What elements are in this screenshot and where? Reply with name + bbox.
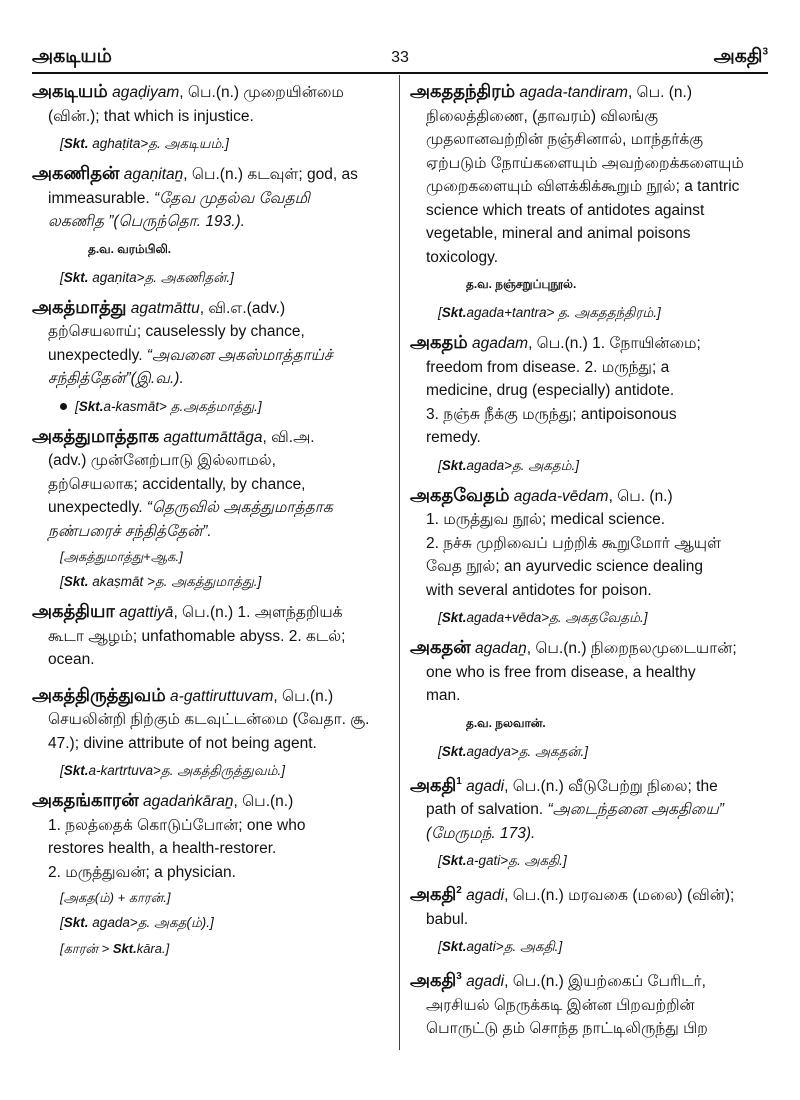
etymology: [Skt. agaṇita>த. அகணிதன்.]	[60, 269, 234, 285]
etymology: [Skt.a-kartrtuva>த. அகத்திருத்துவம்.]	[60, 763, 286, 778]
pure-tamil-word: த.வ. வரம்பிலி.	[88, 241, 172, 256]
entry: அகதி$^1$ agadi, பெ.(n.) வீடுபேற்று நிலை; the path of salvation. “அடைந்தனை அகதியை” (மேருமந். 173).	[410, 774, 724, 842]
entry: அகதங்காரன் agadaṅkāraṉ, பெ.(n.) 1. நலத்தைக் கொடுப்போன்; one who restores health, a health-restorer. 2. மருத்துவன்; a physician.	[32, 790, 306, 881]
header-right-word: அகதி$^3$	[713, 46, 768, 67]
pure-tamil-word: த.வ. நலவான்.	[466, 715, 546, 730]
etymology: [Skt.agada>த. அகதம்.]	[438, 457, 580, 473]
entry: அகதவேதம் agada-vēdam, பெ. (n.) 1. மருத்துவ நூல்; medical science. 2. நச்சு முறிவைப் பற்றிக் கூறுமோர் ஆயுள் வேத நூல்; an ayurvedic science dealing with several antidotes for poison.	[410, 484, 722, 599]
etymology: [Skt.agati>த. அகதி.]	[438, 939, 563, 954]
etymology: [Skt.a-gati>த. அகதி.]	[438, 853, 567, 868]
etymology: [Skt. agada>த. அகத(ம்).]	[60, 915, 214, 930]
right-column	[410, 80, 770, 1047]
entry: அகத்தியா agattiyā, பெ.(n.) 1. அளந்தறியக் கூடா ஆழம்; unfathomable abyss. 2. கடல்; ocean.	[32, 601, 346, 668]
etymology: [Skt.a-kasmāt> த.அகத்மாத்து.]	[60, 397, 388, 417]
entry: அகடியம் agaḍiyam, பெ.(n.) முறையின்மை (வின்.); that which is injustice.	[32, 81, 344, 125]
entry: அகணிதன் agaṇitaṉ, பெ.(n.) கடவுள்; god, as immeasurable. “தேவ முதல்வ வேதமி லகணித ”(பெருந்தொ. 193.).	[32, 163, 358, 230]
entry: அகததந்திரம் agada-tandiram, பெ. (n.) நிலைத்திணை, (தாவரம்) விலங்கு முதலானவற்றின் நஞ்சினால், மாந்தர்க்கு ஏற்படும் நோய்களையும் அவற்றைக்களையும் முறைகளையும் விளக்கிக்கூறும் நூல்; a tantric science which treats of antidotes against vegetable, mineral and animal poisons toxicology.	[410, 81, 744, 266]
entry: அகத்திருத்துவம் a-gattiruttuvam, பெ.(n.) செயலின்றி நிற்கும் கடவுட்டன்மை (வேதா. சூ. 47.); divine attribute of not being agent.	[32, 684, 370, 752]
etymology: [Skt. akaṣmāt >த. அகத்துமாத்து.]	[60, 574, 262, 589]
bullet-icon	[60, 403, 67, 410]
entry: அகதி$^3$ agadi, பெ.(n.) இயற்கைப் பேரிடர், அரசியல் நெருக்கடி இன்ன பிறவற்றின் பொருட்டு தம் சொந்த நாட்டிலிருந்து பிற	[410, 970, 708, 1037]
etymology: [Skt.agadya>த. அகதன்.]	[438, 743, 589, 759]
derivation-note: [அகத(ம்) + காரன்.]	[60, 890, 171, 905]
left-column	[32, 80, 388, 964]
column-divider	[399, 75, 400, 1050]
entry: அகதி$^2$ agadi, பெ.(n.) மரவகை (மலை) (வின்); babul.	[410, 884, 735, 928]
entry: அகத்துமாத்தாக agattumāttāga, வி.அ. (adv.) முன்னேற்பாடு இல்லாமல், தற்செயலாக; accidentally, by chance, unexpectedly. “தெருவில் அகத்துமாத்தாக நண்பரைச் சந்தித்தேன்”.	[32, 425, 333, 540]
etymology: [Skt.agada+tantra> த. அகததந்திரம்.]	[438, 305, 661, 320]
page-number: 33	[391, 49, 409, 66]
entry: அகதம் agadam, பெ.(n.) 1. நோயின்மை; freedom from disease. 2. மருந்து; a medicine, drug (especially) antidote. 3. நஞ்சு நீக்கு மருந்து; antipoisonous remedy.	[410, 332, 701, 446]
pure-tamil-word: த.வ. நஞ்சறுப்புநூல்.	[466, 277, 577, 291]
derivation-note: [காரன் > Skt.kāra.]	[60, 941, 170, 956]
derivation-note: [அகத்துமாத்து+ஆக.]	[60, 549, 183, 564]
entry: அகதன் agadaṉ, பெ.(n.) நிறைநலமுடையான்; one who is free from disease, a healthy man.	[410, 637, 737, 704]
etymology: [Skt.agada+vēda>த. அகதவேதம்.]	[438, 610, 648, 625]
page-header	[32, 44, 768, 74]
etymology: [Skt. aghaṭita>த. அகடியம்.]	[60, 136, 229, 151]
header-left-word: அகடியம்	[32, 46, 112, 67]
entry: அகத்மாத்து agatmāttu, வி.எ.(adv.) தற்செயலாய்; causelessly by chance, unexpectedly. “அவனை அகஸ்மாத்தாய்ச் சந்தித்தேன்”(இ.வ.).	[32, 296, 333, 387]
